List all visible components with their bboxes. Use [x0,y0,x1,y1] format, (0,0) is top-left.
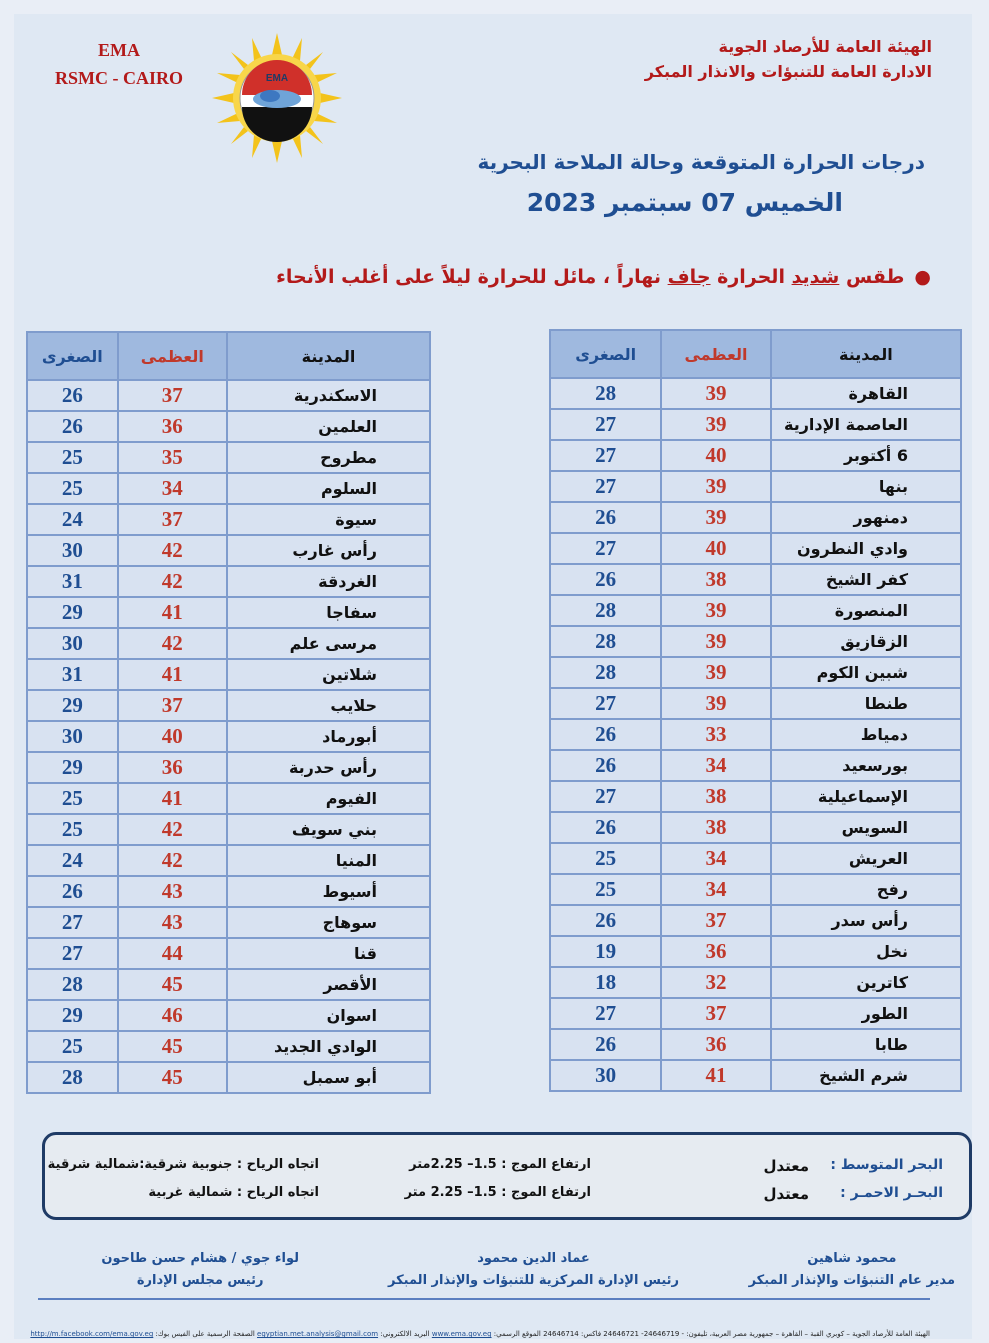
min-temp-cell: 25 [27,1031,118,1062]
min-temp-cell: 25 [27,442,118,473]
max-temp-cell: 38 [661,781,770,812]
signatory-title: مدير عام التنبؤات والإنذار المبكر [748,1273,955,1288]
table-row [550,812,961,843]
ema-line2: RSMC - CAIRO [55,68,183,88]
min-temp-cell: 27 [550,781,661,812]
table-row [27,814,430,845]
min-temp-cell: 30 [550,1060,661,1091]
min-temp-cell: 29 [27,597,118,628]
min-temp-cell: 30 [27,721,118,752]
min-temp-cell: 27 [550,688,661,719]
min-temp-cell: 25 [27,783,118,814]
max-temp-cell: 37 [118,380,227,411]
max-temp-cell: 39 [661,595,770,626]
summary-emphasis: جاف [667,266,711,288]
min-temp-cell: 26 [550,812,661,843]
sea-row-red-sea [45,1185,969,1207]
max-temp-cell: 44 [118,938,227,969]
table-row [27,659,430,690]
header-city: المدينة [227,332,430,380]
min-temp-cell: 26 [550,1029,661,1060]
signatory-title: رئيس الإدارة المركزية للتنبؤات والإنذار المبكر [388,1273,679,1288]
table-row [27,938,430,969]
footer-divider [38,1298,930,1300]
table-row [27,411,430,442]
table-row [550,688,961,719]
table-row [27,473,430,504]
max-temp-cell: 41 [118,659,227,690]
city-cell: طنطا [771,688,961,719]
signatory-name: لواء جوي / هشام حسن طاحون [101,1251,299,1266]
min-temp-cell: 27 [550,440,661,471]
city-cell: شلاتين [227,659,430,690]
city-cell: اسوان [227,1000,430,1031]
ema-line1: EMA [98,40,140,60]
min-temp-cell: 29 [27,1000,118,1031]
max-temp-cell: 41 [118,597,227,628]
signature-1 [749,1248,955,1292]
min-temp-cell: 26 [550,750,661,781]
min-temp-cell: 29 [27,690,118,721]
min-temp-cell: 25 [27,473,118,504]
min-temp-cell: 25 [27,814,118,845]
cities-table-right [549,329,962,1092]
max-temp-cell: 36 [118,752,227,783]
max-temp-cell: 37 [661,998,770,1029]
max-temp-cell: 36 [661,1029,770,1060]
signatory-name: محمود شاهين [807,1251,897,1266]
city-cell: دمياط [771,719,961,750]
table-row [550,409,961,440]
min-temp-cell: 29 [27,752,118,783]
max-temp-cell: 41 [661,1060,770,1091]
signatory-name: عماد الدين محمود [477,1251,590,1266]
city-cell: دمنهور [771,502,961,533]
ema-label [30,36,208,92]
signature-3 [101,1248,299,1292]
city-cell: الاسكندرية [227,380,430,411]
weather-summary: ●طقس شديد الحرارة جاف نهاراً ، مائل للحرارة ليلاً على أغلب الأنحاء [276,266,931,288]
max-temp-cell: 42 [118,535,227,566]
ema-logo-icon [212,33,342,163]
min-temp-cell: 26 [550,564,661,595]
max-temp-cell: 38 [661,564,770,595]
header-min: الصغرى [550,330,661,378]
city-cell: العلمين [227,411,430,442]
table-row [550,719,961,750]
city-cell: العريش [771,843,961,874]
max-temp-cell: 33 [661,719,770,750]
table-row [550,781,961,812]
table-row [550,533,961,564]
min-temp-cell: 26 [550,905,661,936]
table-row [27,907,430,938]
city-cell: حلايب [227,690,430,721]
table-row [550,905,961,936]
sea-name: البحـر الاحمـر : [840,1185,943,1201]
summary-emphasis: شديد [791,266,840,288]
city-cell: الغردقة [227,566,430,597]
min-temp-cell: 26 [550,502,661,533]
table-row [550,595,961,626]
min-temp-cell: 18 [550,967,661,998]
city-cell: الوادي الجديد [227,1031,430,1062]
sea-state: معتدل [763,1185,809,1203]
table-row [27,845,430,876]
city-cell: رأس سدر [771,905,961,936]
max-temp-cell: 37 [661,905,770,936]
min-temp-cell: 24 [27,504,118,535]
city-cell: كفر الشيخ [771,564,961,595]
min-temp-cell: 30 [27,535,118,566]
max-temp-cell: 40 [661,440,770,471]
table-row [27,442,430,473]
max-temp-cell: 40 [661,533,770,564]
max-temp-cell: 43 [118,876,227,907]
table-row [27,628,430,659]
min-temp-cell: 31 [27,659,118,690]
min-temp-cell: 26 [27,380,118,411]
city-cell: المنيا [227,845,430,876]
table-row [27,535,430,566]
max-temp-cell: 39 [661,471,770,502]
max-temp-cell: 45 [118,1031,227,1062]
city-cell: الفيوم [227,783,430,814]
wind-direction: اتجاه الرياح : شمالية غربية [148,1185,319,1200]
table-row [550,1029,961,1060]
max-temp-cell: 34 [661,843,770,874]
min-temp-cell: 26 [550,719,661,750]
max-temp-cell: 34 [661,874,770,905]
city-cell: وادي النطرون [771,533,961,564]
table-row [27,504,430,535]
table-row [550,502,961,533]
table-row [27,721,430,752]
table-row [27,597,430,628]
sea-conditions-box [42,1132,972,1220]
city-cell: قنا [227,938,430,969]
table-row [550,998,961,1029]
logo-text: EMA [265,73,289,84]
max-temp-cell: 40 [118,721,227,752]
max-temp-cell: 41 [118,783,227,814]
city-cell: بنها [771,471,961,502]
max-temp-cell: 39 [661,502,770,533]
min-temp-cell: 28 [27,969,118,1000]
city-cell: كاترين [771,967,961,998]
min-temp-cell: 25 [550,874,661,905]
city-cell: أسيوط [227,876,430,907]
org-name [645,34,932,84]
min-temp-cell: 28 [27,1062,118,1093]
header-max: العظمى [118,332,227,380]
min-temp-cell: 28 [550,378,661,409]
signatory-title: رئيس مجلس الإدارة [136,1273,264,1288]
header-max: العظمى [661,330,770,378]
city-cell: شرم الشيخ [771,1060,961,1091]
wind-direction: اتجاه الرياح : جنوبية شرقية:شمالية شرقية [47,1157,319,1172]
max-temp-cell: 43 [118,907,227,938]
max-temp-cell: 46 [118,1000,227,1031]
city-cell: سفاجا [227,597,430,628]
max-temp-cell: 37 [118,504,227,535]
max-temp-cell: 42 [118,566,227,597]
page-title: درجات الحرارة المتوقعة وحالة الملاحة البحرية [477,150,925,174]
city-cell: 6 أكتوبر [771,440,961,471]
sea-name: البحر المتوسط : [830,1157,943,1173]
max-temp-cell: 37 [118,690,227,721]
table-row [550,843,961,874]
header-min: الصغرى [27,332,118,380]
min-temp-cell: 26 [27,411,118,442]
max-temp-cell: 45 [118,969,227,1000]
city-cell: مطروح [227,442,430,473]
city-cell: سيوة [227,504,430,535]
wave-height: ارتفاع الموج : 1.5– 2.25 متر [404,1185,591,1200]
table-row [27,380,430,411]
city-cell: العاصمة الإدارية [771,409,961,440]
city-cell: أبورماد [227,721,430,752]
max-temp-cell: 36 [661,936,770,967]
sea-row-mediterranean [45,1157,969,1179]
city-cell: أبو سمبل [227,1062,430,1093]
min-temp-cell: 30 [27,628,118,659]
max-temp-cell: 35 [118,442,227,473]
city-cell: بني سويف [227,814,430,845]
table-row [550,564,961,595]
table-row [550,471,961,502]
max-temp-cell: 39 [661,378,770,409]
min-temp-cell: 28 [550,626,661,657]
city-cell: الزقازيق [771,626,961,657]
min-temp-cell: 28 [550,595,661,626]
city-cell: السويس [771,812,961,843]
table-row [550,1060,961,1091]
header-city: المدينة [771,330,961,378]
city-cell: الأقصر [227,969,430,1000]
city-cell: الإسماعيلية [771,781,961,812]
forecast-date: الخميس 07 سبتمبر 2023 [526,188,843,217]
max-temp-cell: 39 [661,626,770,657]
table-row [550,440,961,471]
max-temp-cell: 39 [661,688,770,719]
city-cell: شبين الكوم [771,657,961,688]
facebook-link[interactable]: http://m.facebook.com/ema.gov.eg [30,1330,154,1338]
min-temp-cell: 24 [27,845,118,876]
table-row [27,783,430,814]
max-temp-cell: 39 [661,409,770,440]
city-cell: رفح [771,874,961,905]
min-temp-cell: 28 [550,657,661,688]
min-temp-cell: 26 [27,876,118,907]
org-line2: الادارة العامة للتنبؤات والانذار المبكر [644,62,932,81]
city-cell: القاهرة [771,378,961,409]
city-cell: الطور [771,998,961,1029]
min-temp-cell: 27 [550,471,661,502]
table-row [27,566,430,597]
max-temp-cell: 42 [118,845,227,876]
org-line1: الهيئة العامة للأرصاد الجوية [718,37,932,56]
max-temp-cell: 34 [661,750,770,781]
table-row [550,750,961,781]
table-row [27,752,430,783]
max-temp-cell: 42 [118,814,227,845]
max-temp-cell: 38 [661,812,770,843]
city-cell: نخل [771,936,961,967]
table-row [550,657,961,688]
bullet-icon: ● [914,266,931,288]
min-temp-cell: 19 [550,936,661,967]
max-temp-cell: 39 [661,657,770,688]
table-row [27,690,430,721]
table-row [27,1000,430,1031]
cities-table-left [26,331,431,1094]
min-temp-cell: 27 [550,409,661,440]
email-link[interactable]: egyptian.met.analysis@gmail.com [257,1330,379,1338]
max-temp-cell: 36 [118,411,227,442]
min-temp-cell: 27 [27,907,118,938]
city-cell: المنصورة [771,595,961,626]
table-row [550,626,961,657]
table-row [27,1031,430,1062]
min-temp-cell: 31 [27,566,118,597]
max-temp-cell: 34 [118,473,227,504]
city-cell: طابا [771,1029,961,1060]
max-temp-cell: 32 [661,967,770,998]
min-temp-cell: 27 [27,938,118,969]
table-row [550,967,961,998]
wave-height: ارتفاع الموج : 1.5– 2.25متر [409,1157,591,1172]
city-cell: مرسى علم [227,628,430,659]
city-cell: سوهاج [227,907,430,938]
table-row [550,936,961,967]
min-temp-cell: 25 [550,843,661,874]
table-row [27,969,430,1000]
city-cell: بورسعيد [771,750,961,781]
table-row [550,378,961,409]
city-cell: السلوم [227,473,430,504]
table-row [27,876,430,907]
sea-state: معتدل [763,1157,809,1175]
city-cell: رأس حدربة [227,752,430,783]
signature-2 [388,1248,679,1292]
max-temp-cell: 42 [118,628,227,659]
table-row [27,1062,430,1093]
min-temp-cell: 27 [550,998,661,1029]
max-temp-cell: 45 [118,1062,227,1093]
min-temp-cell: 27 [550,533,661,564]
website-link[interactable]: www.ema.gov.eg [431,1330,492,1338]
footer-contact: الهيئة العامة للأرصاد الجوية – كوبري القبة – القاهرة – جمهورية مصر العربية، تليفون: - 24646719- 24646721 فاكس: 24646714 الموقع الرسمي: www.ema.gov.eg البريد الالكتروني: egyptian.met.analysis@gmail.com الصفحة الرسمية على الفيس بوك: http://m.facebook.com/ema.gov.eg [30,1330,930,1338]
city-cell: رأس غارب [227,535,430,566]
table-row [550,874,961,905]
